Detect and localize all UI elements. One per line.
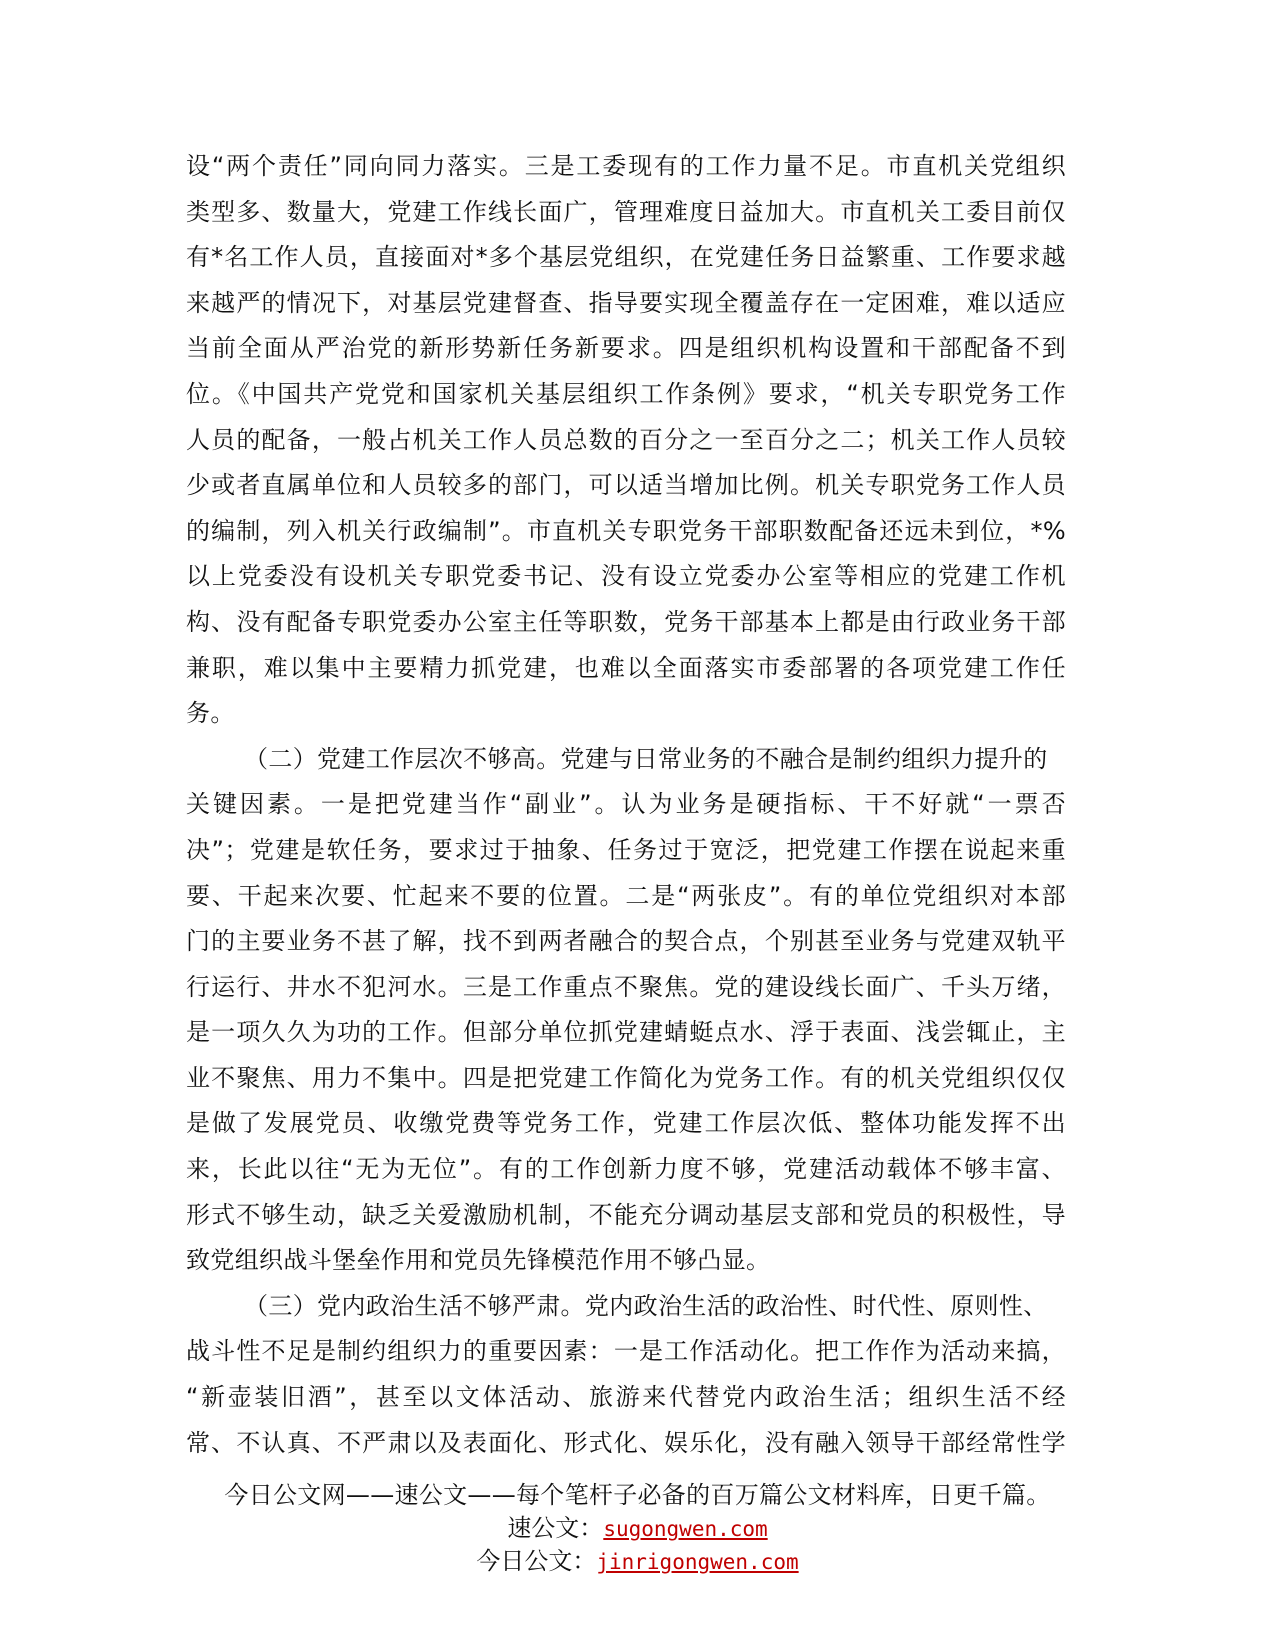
body-line: 来越严的情况下，对基层党建督查、指导要实现全覆盖存在一定困难，难以适应 bbox=[186, 288, 1066, 317]
body-line: 来，长此以往“无为无位”。有的工作创新力度不够，党建活动载体不够丰富、 bbox=[186, 1155, 1066, 1184]
body-line: 的编制，列入机关行政编制”。市直机关专职党务干部职数配备还远未到位，*% bbox=[186, 516, 1066, 545]
body-line: 形式不够生动，缺乏关爱激励机制，不能充分调动基层支部和党员的积极性，导 bbox=[186, 1200, 1066, 1229]
body-line: 当前全面从严治党的新形势新任务新要求。四是组织机构设置和干部配备不到 bbox=[186, 334, 1066, 363]
body-line: 决”；党建是软任务，要求过于抽象、任务过于宽泛，把党建工作摆在说起来重 bbox=[186, 835, 1066, 864]
footer-site-jinrigongwen bbox=[0, 1545, 1275, 1578]
footer-slogan: 今日公文网——速公文——每个笔杆子必备的百万篇公文材料库，日更千篇。 bbox=[224, 1481, 1051, 1509]
body-line: 是做了发展党员、收缴党费等党务工作，党建工作层次低、整体功能发挥不出 bbox=[186, 1109, 1066, 1138]
page-footer bbox=[0, 1478, 1275, 1578]
body-line: 少或者直属单位和人员较多的部门，可以适当增加比例。机关专职党务工作人员 bbox=[186, 471, 1066, 500]
body-line: 要、干起来次要、忙起来不要的位置。二是“两张皮”。有的单位党组织对本部 bbox=[186, 881, 1066, 910]
body-line: 关键因素。一是把党建当作“副业”。认为业务是硬指标、干不好就“一票否 bbox=[186, 790, 1066, 819]
body-line: 致党组织战斗堡垒作用和党员先锋模范作用不够凸显。 bbox=[186, 1246, 771, 1275]
body-line: 业不聚焦、用力不集中。四是把党建工作简化为党务工作。有的机关党组织仅仅 bbox=[186, 1063, 1066, 1092]
body-line: 以上党委没有设机关专职党委书记、没有设立党委办公室等相应的党建工作机 bbox=[186, 562, 1066, 591]
document-body bbox=[186, 144, 1066, 1466]
body-line: 门的主要业务不甚了解，找不到两者融合的契合点，个别甚至业务与党建双轨平 bbox=[186, 927, 1066, 956]
body-line: 战斗性不足是制约组织力的重要因素：一是工作活动化。把工作作为活动来搞， bbox=[186, 1337, 1066, 1366]
footer-site-sugongwen bbox=[0, 1512, 1275, 1545]
section-heading-line: （二）党建工作层次不够高。党建与日常业务的不融合是制约组织力提升的 bbox=[244, 744, 1048, 773]
footer-site-label: 速公文： bbox=[507, 1514, 604, 1542]
body-line: 常、不认真、不严肃以及表面化、形式化、娱乐化，没有融入领导干部经常性学 bbox=[186, 1428, 1066, 1457]
jinrigongwen-link[interactable]: jinrigongwen.com bbox=[596, 1550, 799, 1574]
body-line: 兼职，难以集中主要精力抓党建，也难以全面落实市委部署的各项党建工作任 bbox=[186, 653, 1066, 682]
body-line: 人员的配备，一般占机关工作人员总数的百分之一至百分之二；机关工作人员较 bbox=[186, 425, 1066, 454]
footer-site-label: 今日公文： bbox=[476, 1547, 597, 1575]
section-heading-line: （三）党内政治生活不够严肃。党内政治生活的政治性、时代性、原则性、 bbox=[244, 1291, 1048, 1320]
body-line: 位。《中国共产党党和国家机关基层组织工作条例》要求，“机关专职党务工作 bbox=[186, 379, 1066, 408]
body-line: 类型多、数量大，党建工作线长面广，管理难度日益加大。市直机关工委目前仅 bbox=[186, 197, 1066, 226]
body-line: 行运行、井水不犯河水。三是工作重点不聚焦。党的建设线长面广、千头万绪， bbox=[186, 972, 1066, 1001]
body-line: 有*名工作人员，直接面对*多个基层党组织，在党建任务日益繁重、工作要求越 bbox=[186, 243, 1066, 272]
body-line: “新壶装旧酒”，甚至以文体活动、旅游来代替党内政治生活；组织生活不经 bbox=[186, 1383, 1066, 1412]
body-line: 构、没有配备专职党委办公室主任等职数，党务干部基本上都是由行政业务干部 bbox=[186, 607, 1066, 636]
body-line: 务。 bbox=[186, 699, 235, 728]
body-line: 是一项久久为功的工作。但部分单位抓党建蜻蜓点水、浮于表面、浅尝辄止，主 bbox=[186, 1018, 1066, 1047]
body-line: 设“两个责任”同向同力落实。三是工委现有的工作力量不足。市直机关党组织 bbox=[186, 152, 1066, 180]
sugongwen-link[interactable]: sugongwen.com bbox=[603, 1517, 768, 1541]
